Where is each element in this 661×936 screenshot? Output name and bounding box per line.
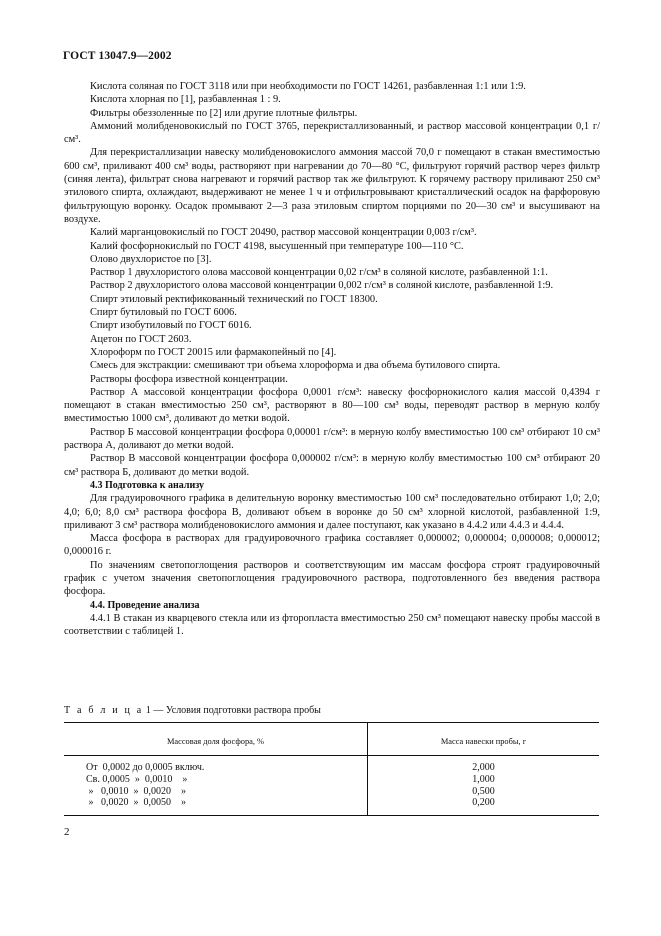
paragraph: Спирт бутиловый по ГОСТ 6006.	[90, 307, 237, 319]
table-column-ranges	[86, 762, 204, 809]
paragraph: Калий фосфорнокислый по ГОСТ 4198, высушенный при температуре 100—110 °С.	[90, 240, 464, 252]
document-header: ГОСТ 13047.9—2002	[63, 50, 172, 62]
table-cell-mass: 0,500	[472, 785, 495, 797]
paragraph: Спирт этиловый ректификованный технический по ГОСТ 18300.	[90, 293, 378, 305]
table-header-phosphorus-fraction: Массовая доля фосфора, %	[166, 737, 265, 746]
table-caption-title: 1 — Условия подготовки раствора пробы	[143, 705, 321, 716]
page-number: 2	[64, 826, 70, 838]
paragraph: Калий марганцовокислый по ГОСТ 20490, раствор массовой концентрации 0,003 г/см³.	[90, 227, 477, 239]
paragraph: Для перекристаллизации навеску молибденовокислого аммония массой 70,0 г помещают в стакан вместимостью 600 см³, приливают 400 см³ воды, растворяют при нагревании до 70—80 °С, фильтруют горячий раствор через фильтр (синяя лента), фильтрат снова нагревают и горячий раствор так же фильтруют. К горячему раствору приливают 250 см³ этилового спирта, охлаждают, выдерживают не менее 1 ч и отфильтровывают кристаллический осадок на фарфоровую фильтрующую воронку. Осадок промывают 2—3 раза этиловым спиртом порциями по 20—30 см³ и высушивают на воздухе.	[64, 147, 600, 225]
table-cell-range: От 0,0002 до 0,0005 включ.	[86, 762, 205, 773]
table-header-sample-mass: Масса навески пробы, г	[440, 737, 527, 746]
section-heading: 4.4. Проведение анализа	[90, 599, 200, 611]
paragraph: Раствор Б массовой концентрации фосфора 0,00001 г/см³: в мерную колбу вместимостью 100 см³ отбирают 10 см³ раствора А, доливают до метки водой.	[64, 426, 600, 452]
paragraph: Раствор 1 двухлористого олова массовой концентрации 0,02 г/см³ в соляной кислоте, разбавленной 1:1.	[90, 267, 548, 279]
paragraph: Смесь для экстракции: смешивают три объема хлороформа и два объема бутилового спирта.	[90, 360, 501, 372]
paragraph: Растворы фосфора известной концентрации.	[90, 373, 288, 385]
table-column-masses	[368, 762, 599, 809]
table-cell-range: Св. 0,0005 » 0,0010 »	[86, 773, 188, 785]
table-caption-lead: Т а б л и ц а	[64, 705, 144, 716]
table-cell-mass: 1,000	[472, 773, 495, 785]
paragraph: Для градуировочного графика в делительную воронку вместимостью 100 см³ последовательно отбирают 1,0; 2,0; 4,0; 6,0; 8,0 см³ раствора фосфора В, доливают объем в воронке до 50 см³ хлорной кислотой, разбавленной 1:9, приливают 3 см³ раствора молибденовокислого аммония и далее поступают, как указано в 4.4.2 или 4.4.3 и 4.4.4.	[64, 493, 600, 531]
document-body	[64, 80, 600, 638]
paragraph: Раствор 2 двухлористого олова массовой концентрации 0,002 г/см³ в соляной кислоте, разбавленной 1:9.	[90, 280, 554, 292]
table-cell-range: » 0,0020 » 0,0050 »	[86, 797, 186, 809]
table-cell-mass: 2,000	[472, 762, 495, 773]
paragraph: Раствор А массовой концентрации фосфора 0,0001 г/см³: навеску фосфорнокислого калия массой 0,4394 г помещают в стакан вместимостью 250 см³, растворяют в 80—100 см³ воды, переводят раствор в мерную колбу вместимостью 1000 см³, доливают до метки водой.	[64, 386, 600, 425]
sample-preparation-table	[64, 722, 599, 816]
table-cell-mass: 0,200	[472, 797, 495, 809]
table-header-divider	[64, 755, 599, 756]
paragraph: По значениям светопоглощения растворов и соответствующим им массам фосфора строят градуировочный график с учетом значения светопоглощения градуировочного раствора, подготовленного без введения раствора фосфора.	[64, 559, 600, 598]
paragraph: Кислота хлорная по [1], разбавленная 1 : 9.	[90, 94, 281, 106]
paragraph: Хлороформ по ГОСТ 20015 или фармакопейный по [4].	[90, 346, 337, 358]
section-heading: 4.3 Подготовка к анализу	[90, 479, 205, 491]
paragraph: Кислота соляная по ГОСТ 3118 или при необходимости по ГОСТ 14261, разбавленная 1:1 или 1:9.	[90, 81, 526, 92]
paragraph: Раствор В массовой концентрации фосфора 0,000002 г/см³: в мерную колбу вместимостью 100 см³ отбирают 20 см³ раствора Б, доливают до метки водой.	[64, 453, 600, 478]
paragraph: Ацетон по ГОСТ 2603.	[90, 333, 192, 345]
paragraph: Спирт изобутиловый по ГОСТ 6016.	[90, 320, 252, 332]
paragraph: Олово двухлористое по [3].	[90, 253, 212, 265]
paragraph: Масса фосфора в растворах для градуировочного графика составляет 0,000002; 0,000004; 0,000008; 0,000012; 0,000016 г.	[64, 533, 600, 558]
paragraph: 4.4.1 В стакан из кварцевого стекла или из фторопласта вместимостью 250 см³ помещают навеску пробы массой в соответствии с таблицей 1.	[64, 612, 600, 638]
paragraph: Аммоний молибденовокислый по ГОСТ 3765, перекристаллизованный, и раствор массовой концентрации 0,1 г/см³.	[64, 120, 600, 146]
table-caption	[64, 704, 321, 717]
table-cell-range: » 0,0010 » 0,0020 »	[86, 785, 186, 797]
paragraph: Фильтры обеззоленные по [2] или другие плотные фильтры.	[90, 107, 358, 119]
